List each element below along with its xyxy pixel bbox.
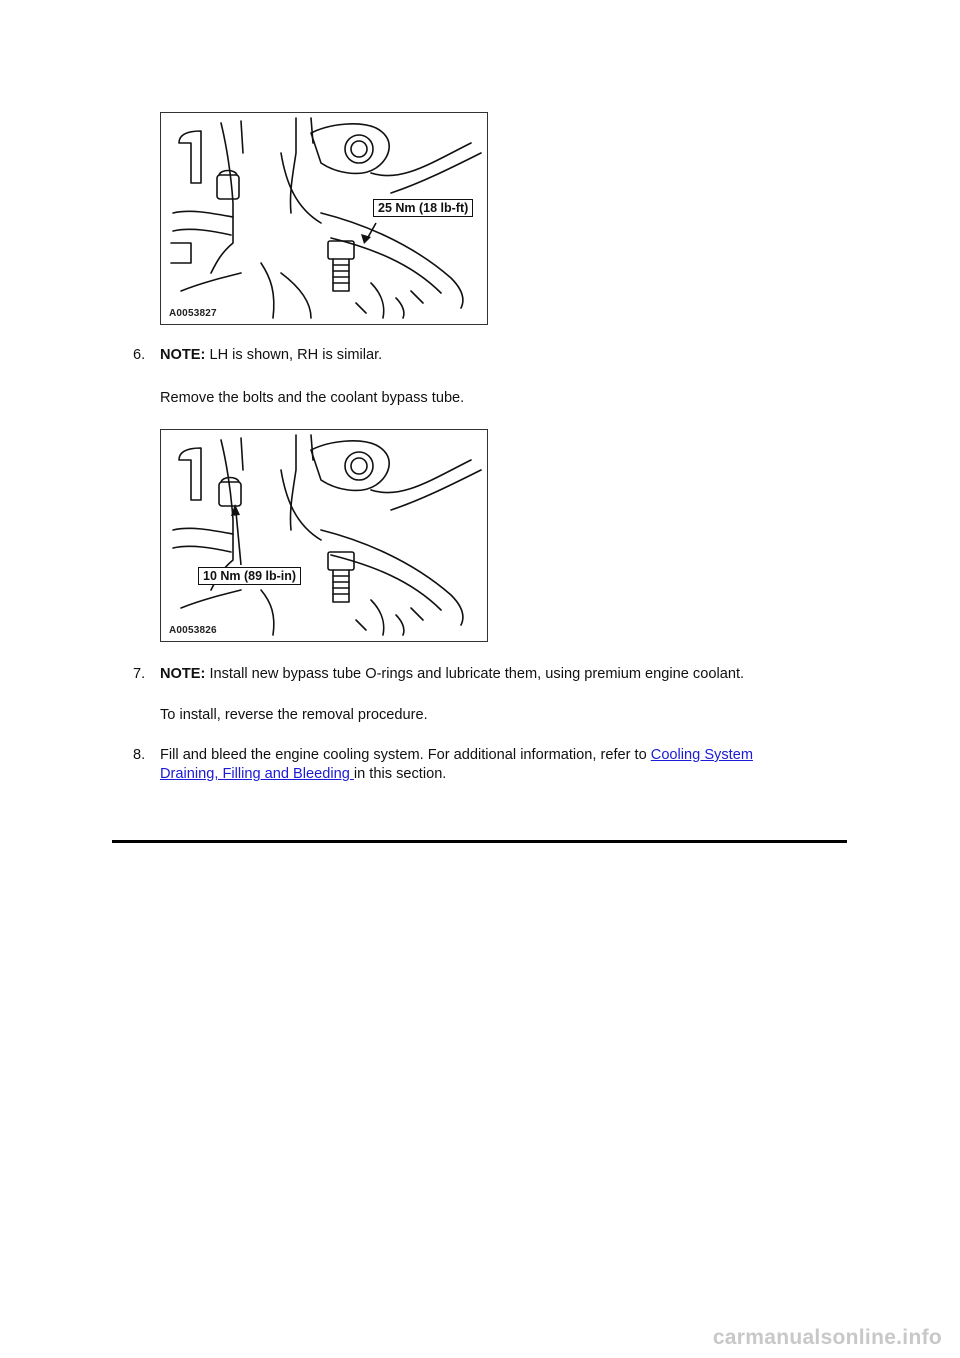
step-number: 6.	[133, 347, 146, 363]
step-number: 7.	[133, 666, 146, 682]
step-note	[160, 346, 840, 365]
step-instruction: To install, reverse the removal procedure.	[160, 707, 428, 723]
note-text: LH is shown, RH is similar.	[209, 347, 383, 363]
engine-line-drawing	[161, 430, 487, 641]
engine-line-drawing	[161, 113, 487, 324]
note-label: NOTE:	[160, 666, 206, 682]
link-line-1: Cooling System	[650, 747, 753, 763]
torque-callout: 25 Nm (18 lb-ft)	[373, 199, 473, 217]
step-number: 8.	[133, 747, 146, 763]
link-line-2: Draining, Filling and Bleeding	[160, 766, 354, 782]
figure-id: A0053826	[169, 625, 217, 636]
step-note	[160, 665, 840, 684]
figure-torque-bolt-25nm	[160, 112, 488, 325]
step-text-before: Fill and bleed the engine cooling system. For additional information, refer to	[160, 747, 651, 763]
figure-id: A0053827	[169, 308, 217, 319]
step-instruction: Remove the bolts and the coolant bypass tube.	[160, 390, 465, 406]
note-text: Install new bypass tube O-rings and lubricate them, using premium engine coolant.	[209, 666, 745, 682]
figure-torque-bolt-10nm	[160, 429, 488, 642]
step-text	[160, 746, 830, 784]
note-label: NOTE:	[160, 347, 206, 363]
section-divider	[112, 840, 847, 843]
step-text-after: in this section.	[353, 766, 447, 782]
torque-callout: 10 Nm (89 lb-in)	[198, 567, 301, 585]
watermark: carmanualsonline.info	[712, 1326, 942, 1349]
